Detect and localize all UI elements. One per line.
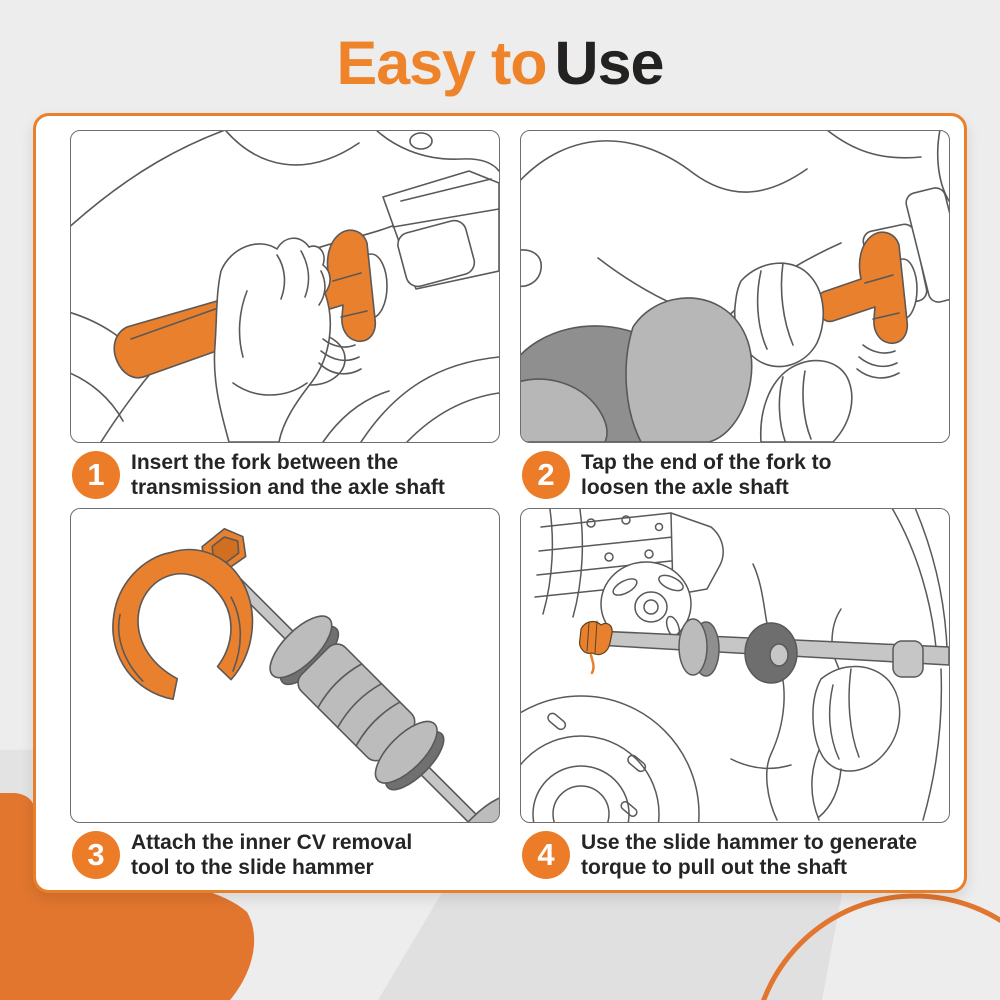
title-rest: Use bbox=[554, 29, 664, 97]
step-1-caption bbox=[72, 449, 491, 501]
step-1-text: Insert the fork between the transmission and the axle shaft bbox=[131, 451, 445, 499]
step-4-badge: 4 bbox=[522, 831, 570, 879]
steps-card bbox=[33, 113, 967, 893]
page-title bbox=[0, 28, 1000, 98]
step-2-text: Tap the end of the fork to loosen the axle shaft bbox=[581, 451, 832, 499]
title-highlight: Easy to bbox=[336, 29, 547, 97]
step-2-caption bbox=[522, 449, 941, 501]
step-3-caption bbox=[72, 829, 491, 881]
step-2-illustration bbox=[520, 130, 950, 443]
step-4-caption bbox=[522, 829, 941, 881]
step-1-illustration bbox=[70, 130, 500, 443]
step-2-badge: 2 bbox=[522, 451, 570, 499]
step-3-text: Attach the inner CV removal tool to the slide hammer bbox=[131, 831, 413, 879]
step-3-illustration bbox=[70, 508, 500, 823]
step-1-badge: 1 bbox=[72, 451, 120, 499]
step-4-text: Use the slide hammer to generate torque to pull out the shaft bbox=[581, 831, 918, 879]
step-4-illustration bbox=[520, 508, 950, 823]
step-3-badge: 3 bbox=[72, 831, 120, 879]
